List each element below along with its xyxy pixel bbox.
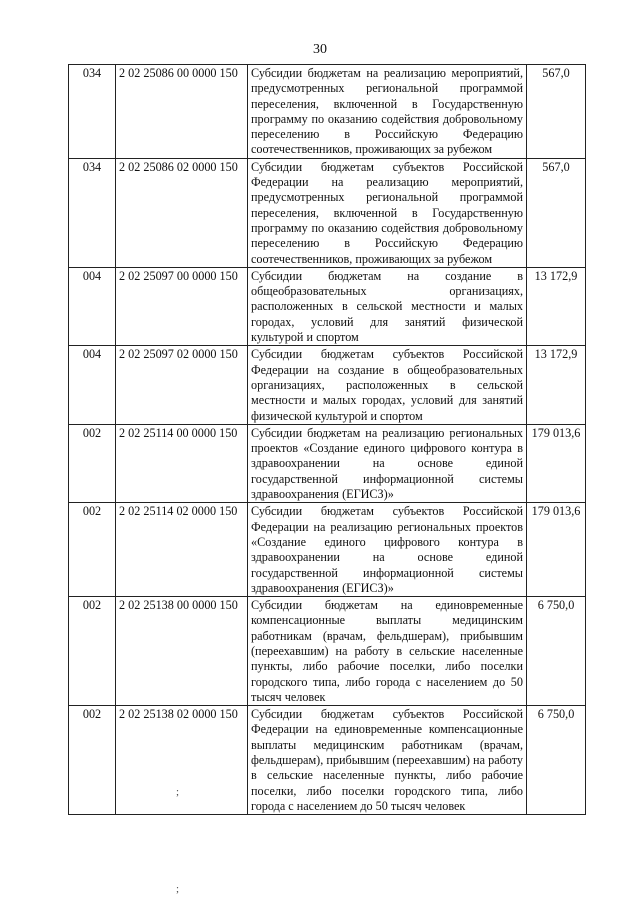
amount-cell: 6 750,0 [527,706,586,815]
revenue-name-cell: Субсидии бюджетам субъектов Российской Федерации на реализацию региональных проектов «Создание единого цифрового контура в здравоохранении на основе единой государственной информационной системы здравоохранения (ЕГИСЗ)» [248,503,527,597]
admin-code-cell: 002 [69,424,116,502]
revenue-name-cell: Субсидии бюджетам субъектов Российской Федерации на реализацию мероприятий, предусмотренных региональной программой переселения, включенной в Государственную программу по оказанию содействия добровольному переселению в Российскую Федерацию соотечественников, проживающих за рубежом [248,158,527,267]
stray-mark: ; [176,883,180,895]
table-row [69,503,586,597]
admin-code-cell: 002 [69,706,116,815]
table-row [69,65,586,159]
admin-code-cell: 004 [69,346,116,424]
stray-mark: ; [176,786,180,798]
revenue-name-cell: Субсидии бюджетам на создание в общеобразовательных организациях, расположенных в сельской местности и малых городах, условий для занятий физической культурой и спортом [248,267,527,345]
revenue-name-cell: Субсидии бюджетам субъектов Российской Федерации на единовременные компенсационные выплаты медицинским работникам (врачам, фельдшерам), прибывшим (переехавшим) на работу в сельские населенные пункты, либо рабочие поселки, либо поселки городского типа, либо города с населением до 50 тысяч человек [248,706,527,815]
revenue-name-cell: Субсидии бюджетам субъектов Российской Федерации на создание в общеобразовательных организациях, расположенных в сельской местности и малых городах, условий для занятий физической культурой и спортом [248,346,527,424]
admin-code-cell: 002 [69,503,116,597]
table-row [69,424,586,502]
table-row [69,346,586,424]
amount-cell: 179 013,6 [527,503,586,597]
amount-cell: 567,0 [527,65,586,159]
revenue-name-cell: Субсидии бюджетам на реализацию мероприятий, предусмотренных региональной программой переселения, включенной в Государственную программу по оказанию содействия добровольному переселению в Российскую Федерацию соотечественников, проживающих за рубежом [248,65,527,159]
page-number: 30 [313,42,327,57]
budget-code-cell: 2 02 25097 00 0000 150 [116,267,248,345]
amount-cell: 13 172,9 [527,267,586,345]
amount-cell: 13 172,9 [527,346,586,424]
revenue-name-cell: Субсидии бюджетам на реализацию региональных проектов «Создание единого цифрового контура в здравоохранении на основе единой государственной информационной системы здравоохранения (ЕГИСЗ)» [248,424,527,502]
admin-code-cell: 034 [69,158,116,267]
table-row [69,158,586,267]
table-body [69,65,586,815]
table-row [69,267,586,345]
admin-code-cell: 034 [69,65,116,159]
amount-cell: 567,0 [527,158,586,267]
budget-code-cell: 2 02 25086 02 0000 150 [116,158,248,267]
amount-cell: 179 013,6 [527,424,586,502]
table-row [69,597,586,706]
admin-code-cell: 002 [69,597,116,706]
budget-code-cell: 2 02 25097 02 0000 150 [116,346,248,424]
budget-code-cell: 2 02 25114 02 0000 150 [116,503,248,597]
admin-code-cell: 004 [69,267,116,345]
revenue-name-cell: Субсидии бюджетам на единовременные компенсационные выплаты медицинским работникам (врачам, фельдшерам), прибывшим (переехавшим) на работу в сельские населенные пункты, либо рабочие поселки, либо поселки городского типа, либо города с населением до 50 тысяч человек [248,597,527,706]
budget-code-cell: 2 02 25086 00 0000 150 [116,65,248,159]
budget-code-cell: 2 02 25138 00 0000 150 [116,597,248,706]
budget-code-cell: 2 02 25114 00 0000 150 [116,424,248,502]
budget-code-cell: 2 02 25138 02 0000 150 [116,706,248,815]
budget-revenue-table [68,64,586,815]
amount-cell: 6 750,0 [527,597,586,706]
table-row [69,706,586,815]
